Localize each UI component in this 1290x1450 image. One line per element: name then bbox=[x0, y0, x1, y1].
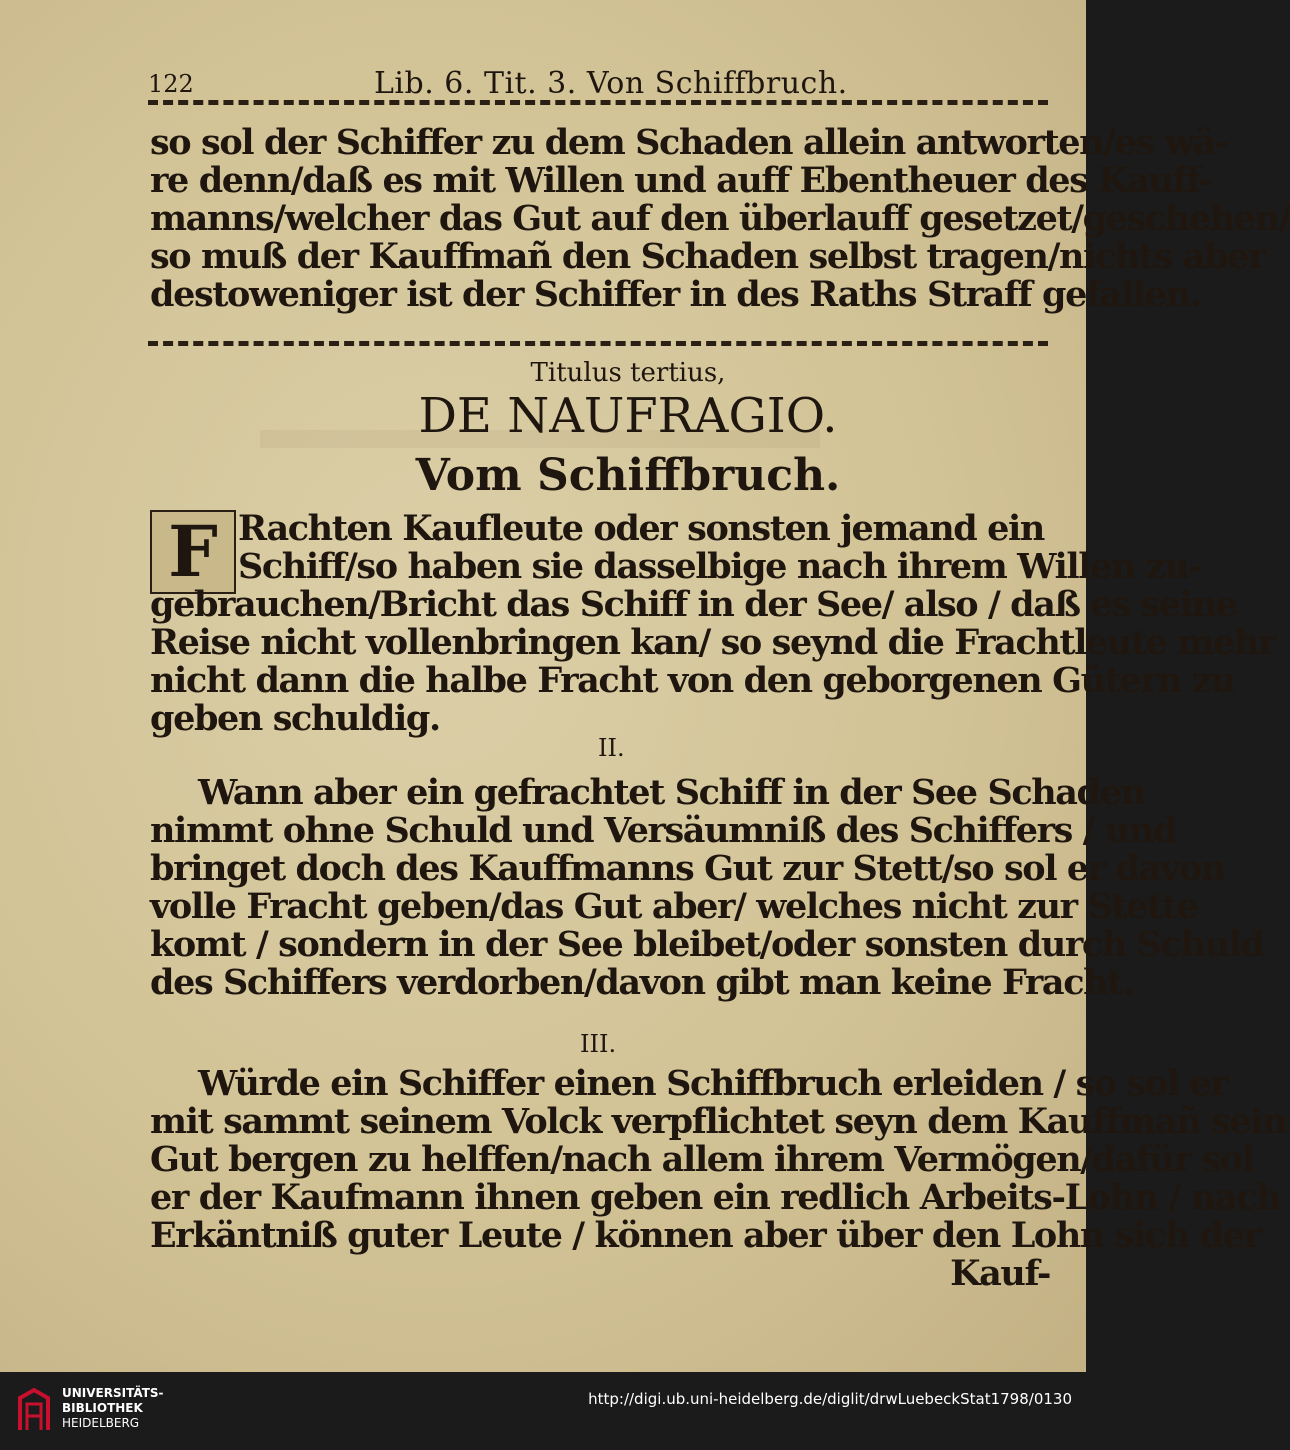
section-divider-rule bbox=[148, 341, 1048, 346]
text-line: Reise nicht vollenbringen kan/ so seynd die Frachtleute mehr bbox=[150, 622, 1275, 663]
institution-line: BIBLIOTHEK bbox=[62, 1401, 143, 1415]
running-title: Lib. 6. Tit. 3. Von Schiffbruch. bbox=[374, 66, 848, 101]
decorated-initial: F bbox=[150, 510, 236, 594]
text-line: er der Kaufmann ihnen geben ein redlich Arbeits-Lohn / nach bbox=[150, 1177, 1281, 1218]
german-title: Vom Schiffbruch. bbox=[415, 450, 841, 501]
catchword: Kauf- bbox=[950, 1253, 1050, 1294]
section-2-text bbox=[150, 772, 1264, 1003]
text-line: volle Fracht geben/das Gut aber/ welches nicht zur Stette bbox=[150, 886, 1198, 927]
text-line: manns/welcher das Gut auf den überlauff gesetzet/geschehen/ bbox=[150, 198, 1290, 239]
section-number-2: II. bbox=[598, 734, 625, 762]
institution-name bbox=[62, 1386, 164, 1431]
text-line: Gut bergen zu helffen/nach allem ihrem Vermögen/dafür sol bbox=[150, 1139, 1254, 1180]
text-line: mit sammt seinem Volck verpflichtet seyn dem Kauffmañ sein bbox=[150, 1101, 1287, 1142]
text-line: Rachten Kaufleute oder sonsten jemand ein bbox=[238, 508, 1044, 549]
institution-line: UNIVERSITÄTS- bbox=[62, 1386, 164, 1400]
institution-line: HEIDELBERG bbox=[62, 1416, 140, 1430]
text-line: komt / sondern in der See bleibet/oder sonsten durch Schuld bbox=[150, 924, 1264, 965]
titulus-label: Titulus tertius, bbox=[530, 358, 726, 388]
text-line: Wann aber ein gefrachtet Schiff in der See Schaden bbox=[198, 772, 1145, 813]
text-line: bringet doch des Kauffmanns Gut zur Stett/so sol er davon bbox=[150, 848, 1225, 889]
text-line: nicht dann die halbe Fracht von den geborgenen Gütern zu bbox=[150, 660, 1235, 701]
page-number: 122 bbox=[148, 70, 194, 98]
text-line: gebrauchen/Bricht das Schiff in der See/ also / daß es seine bbox=[150, 584, 1237, 625]
source-url-link[interactable]: http://digi.ub.uni-heidelberg.de/diglit/drwLuebeckStat1798/0130 bbox=[588, 1390, 1072, 1408]
text-line: Würde ein Schiffer einen Schiffbruch erleiden / so sol er bbox=[198, 1063, 1228, 1104]
section-number-3: III. bbox=[580, 1030, 617, 1058]
text-line: nimmt ohne Schuld und Versäumniß des Schiffers / und bbox=[150, 810, 1177, 851]
latin-title: DE NAUFRAGIO. bbox=[418, 388, 838, 444]
text-line: re denn/daß es mit Willen und auff Ebentheuer des Kauff- bbox=[150, 160, 1212, 201]
text-line: so muß der Kauffmañ den Schaden selbst tragen/nichts aber bbox=[150, 236, 1265, 277]
text-line: Schiff/so haben sie dasselbige nach ihrem Willen zu- bbox=[238, 546, 1202, 587]
text-line: des Schiffers verdorben/davon gibt man keine Fracht. bbox=[150, 962, 1133, 1003]
section-3-text bbox=[150, 1063, 1287, 1294]
text-line: geben schuldig. bbox=[150, 698, 440, 739]
running-header bbox=[148, 64, 1048, 104]
section-1-text bbox=[150, 508, 1275, 739]
header-rule bbox=[148, 100, 1048, 105]
text-line: destoweniger ist der Schiffer in des Raths Straff gefallen. bbox=[150, 274, 1201, 315]
text-line: so sol der Schiffer zu dem Schaden allein antworten/es wä- bbox=[150, 122, 1228, 163]
digitization-footer bbox=[0, 1372, 1086, 1450]
previous-section-text bbox=[150, 122, 1290, 315]
university-library-logo-icon bbox=[14, 1386, 54, 1436]
text-line: Erkäntniß guter Leute / können aber über den Lohn sich der bbox=[150, 1215, 1261, 1256]
